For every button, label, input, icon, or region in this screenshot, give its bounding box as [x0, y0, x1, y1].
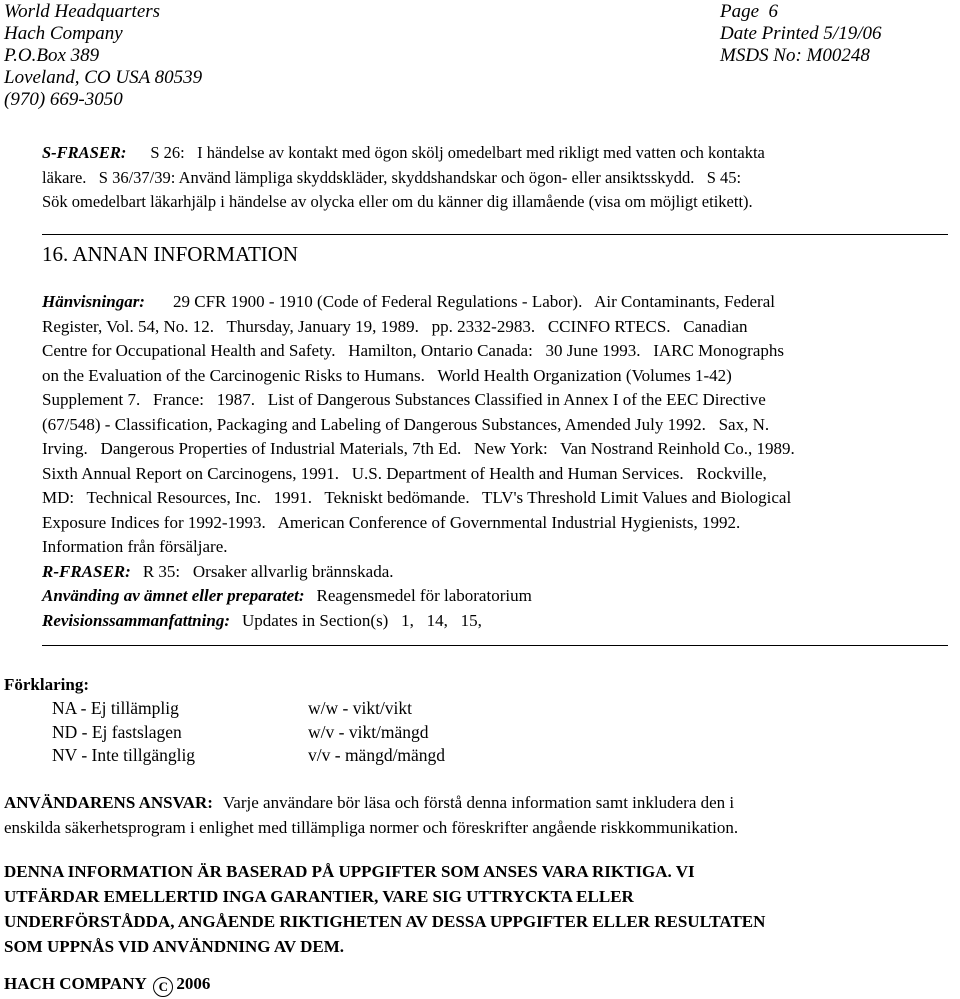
responsibility-line-1: Varje användare bör läsa och förstå denna information samt inkludera den i: [222, 793, 735, 812]
disclaimer-line-1: DENNA INFORMATION ÄR BASERAD PÅ UPPGIFTER SOM ANSES VARA RIKTIGA. VI: [4, 862, 695, 881]
header-line-4: Loveland, CO USA 80539: [4, 67, 203, 88]
legend-right-column: [308, 697, 445, 768]
divider-top: [42, 234, 948, 235]
footer: [4, 972, 210, 997]
s-fraser-line-2: läkare. S 36/37/39: Använd lämpliga skyddskläder, skyddshandskar och ögon- eller ansiktsskydd. S 45:: [42, 167, 742, 187]
references-line-7: Irving. Dangerous Properties of Industrial Materials, 7th Ed. New York: Van Nostrand Reinhold Co., 1989.: [42, 439, 795, 458]
s-fraser-line-3: Sök omedelbart läkarhjälp i händelse av olycka eller om du känner dig illamående (visa om möjligt etikett).: [42, 192, 753, 211]
legend-left-column: [52, 697, 195, 768]
header-line-5: (970) 669-3050: [4, 89, 123, 110]
legend-nd: ND - Ej fastslagen: [52, 721, 182, 742]
msds-number: MSDS No: M00248: [720, 45, 870, 66]
disclaimer-block: [4, 859, 765, 959]
references-line-3: Centre for Occupational Health and Safety. Hamilton, Ontario Canada: 30 June 1993. IARC Monographs: [42, 341, 785, 360]
legend-vv: v/v - mängd/mängd: [308, 745, 446, 765]
date-printed: Date Printed 5/19/06: [720, 23, 882, 44]
references-line-10: Exposure Indices for 1992-1993. American Conference of Governmental Industrial Hygienists, 1992.: [42, 512, 741, 532]
legend-ww: w/w - vikt/vikt: [308, 698, 413, 718]
copyright-icon: C: [153, 977, 173, 997]
references-line-4: on the Evaluation of the Carcinogenic Risks to Humans. World Health Organization (Volumes 1-42): [42, 365, 732, 385]
references-line-11: Information från försäljare.: [42, 537, 228, 556]
disclaimer-line-2: UTFÄRDAR EMELLERTID INGA GARANTIER, VARE SIG UTTRYCKTA ELLER: [4, 887, 634, 906]
use-label: Använding av ämnet eller preparatet:: [42, 586, 305, 605]
r-fraser-label: R-FRASER:: [42, 561, 131, 581]
legend-nv: NV - Inte tillgänglig: [52, 745, 196, 765]
legend-na: NA - Ej tillämplig: [52, 698, 179, 718]
r-fraser-text: R 35: Orsaker allvarlig brännskada.: [142, 561, 394, 581]
disclaimer-line-4: SOM UPPNÅS VID ANVÄNDNING AV DEM.: [4, 937, 345, 956]
divider-bottom: [42, 645, 948, 646]
page-number: Page 6: [720, 1, 779, 22]
s-fraser-line-1: S 26: I händelse av kontakt med ögon skölj omedelbart med rikligt med vatten och kontakta: [150, 143, 765, 162]
header-line-2: Hach Company: [4, 23, 123, 44]
section-title: 16. ANNAN INFORMATION: [42, 242, 299, 266]
references-line-6: (67/548) - Classification, Packaging and Labeling of Dangerous Substances, Amended July 1992. Sax, N.: [42, 414, 770, 434]
responsibility-label: ANVÄNDARENS ANSVAR:: [4, 793, 213, 812]
disclaimer-line-3: UNDERFÖRSTÅDDA, ANGÅENDE RIKTIGHETEN AV DESSA UPPGIFTER ELLER RESULTATEN: [4, 912, 766, 931]
legend-wv: w/v - vikt/mängd: [308, 721, 429, 742]
header-right: [720, 1, 881, 67]
references-block: [42, 290, 795, 633]
references-line-8: Sixth Annual Report on Carcinogens, 1991. U.S. Department of Health and Human Services. Rockville,: [42, 463, 767, 483]
revision-text: Updates in Section(s) 1, 14, 15,: [241, 610, 482, 630]
footer-year: 2006: [176, 974, 211, 993]
footer-company: HACH COMPANY: [4, 974, 147, 993]
references-line-9: MD: Technical Resources, Inc. 1991. Tekniskt bedömande. TLV's Threshold Limit Values and Biological: [42, 488, 792, 507]
responsibility-line-2: enskilda säkerhetsprogram i enlighet med tillämpliga normer och föreskrifter angående riskkommunikation.: [4, 818, 739, 837]
s-fraser-block: [42, 141, 765, 215]
responsibility-block: [4, 790, 738, 840]
use-text: Reagensmedel för laboratorium: [316, 586, 532, 605]
revision-label: Revisionssammanfattning:: [42, 610, 230, 630]
references-line-5: Supplement 7. France: 1987. List of Dangerous Substances Classified in Annex I of the EEC Directive: [42, 390, 766, 409]
references-label: Hänvisningar:: [42, 292, 145, 311]
header-line-1: World Headquarters: [4, 1, 161, 22]
legend-title: Förklaring:: [4, 675, 89, 694]
header-line-3: P.O.Box 389: [4, 45, 100, 66]
s-fraser-label: S-FRASER:: [42, 143, 127, 162]
header-left: [4, 1, 202, 111]
references-line-1: 29 CFR 1900 - 1910 (Code of Federal Regulations - Labor). Air Contaminants, Federal: [172, 292, 775, 311]
references-line-2: Register, Vol. 54, No. 12. Thursday, January 19, 1989. pp. 2332-2983. CCINFO RTECS. Canadian: [42, 316, 748, 336]
